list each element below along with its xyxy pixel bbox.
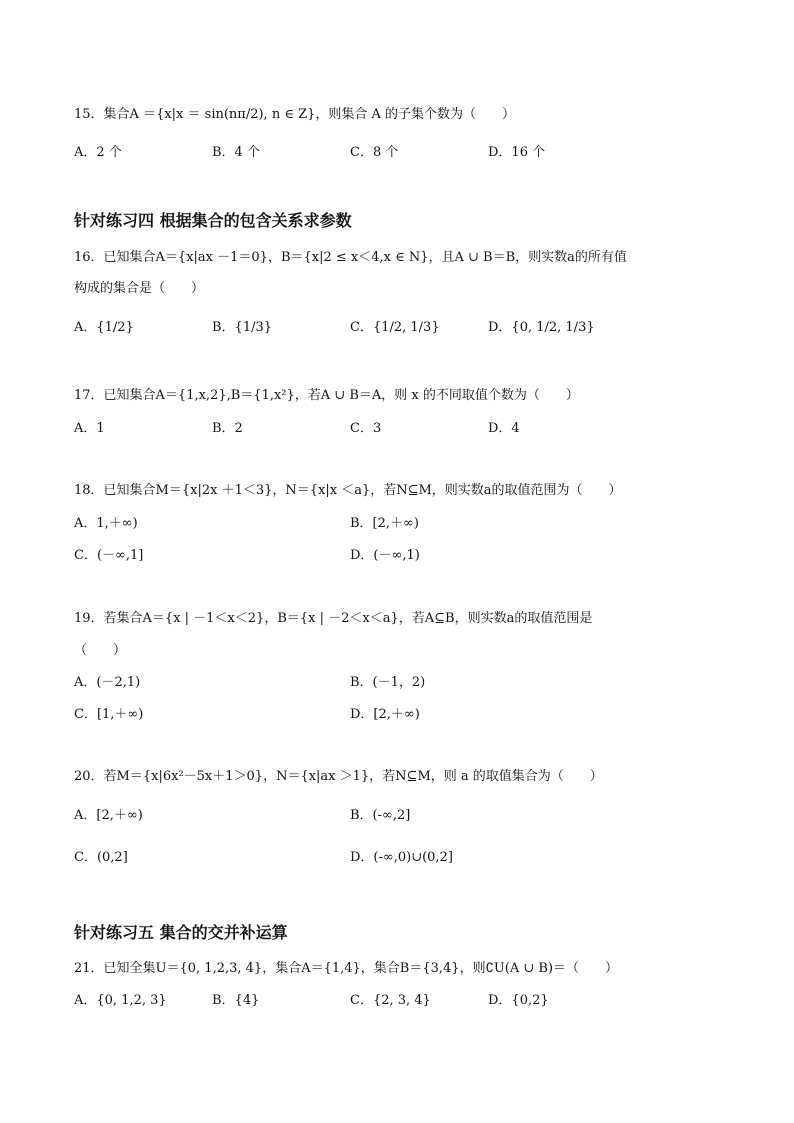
q17-option-c: C．3 [350,421,382,436]
q15-option-b: B．4 个 [212,145,260,160]
question-15-stem: 15．集合A ＝{x|x ＝ sin(nπ/2), n ∈ Z}，则集合 A 的子集个数为（ ） [74,107,516,122]
q19-option-c: C．[1,＋∞) [74,707,144,722]
q16-option-d: D．{0, 1/2, 1/3} [488,320,595,335]
q21-option-b: B．{4} [212,993,260,1008]
q19-option-b: B．(－1，2) [350,675,426,690]
q21-option-c: C．{2, 3, 4} [350,993,431,1008]
q16-option-b: B．{1/3} [212,320,273,335]
question-16-stem-cont: 构成的集合是（ ） [74,281,205,296]
question-19-stem: 19．若集合A＝{x | －1＜x＜2}，B＝{x | －2＜x＜a}，若A⊆B，则实数a的取值范围是 [74,611,593,626]
q19-option-a: A．(－2,1) [74,675,141,690]
q15-option-c: C．8 个 [350,145,399,160]
q18-option-d: D．(－∞,1) [350,548,420,563]
question-19-stem-cont: （ ） [74,643,127,658]
q15-option-d: D．16 个 [488,145,546,160]
question-18-stem: 18．已知集合M＝{x|2x ＋1＜3}，N＝{x|x ＜a}，若N⊆M，则实数a的取值范围为（ ） [74,483,622,498]
q17-option-d: D．4 [488,421,520,436]
q21-option-a: A．{0, 1,2, 3} [74,993,167,1008]
q15-option-a: A．2 个 [74,145,122,160]
question-20-stem: 20．若M＝{x|6x²－5x＋1＞0}，N＝{x|ax ＞1}，若N⊆M，则 a 的取值集合为（ ） [74,769,603,784]
question-16-stem: 16．已知集合A＝{x|ax －1＝0}，B＝{x|2 ≤ x＜4,x ∈ N}，且A ∪ B＝B，则实数a的所有值 [74,250,627,265]
question-17-stem: 17．已知集合A＝{1,x,2},B＝{1,x²}，若A ∪ B＝A，则 x 的不同取值个数为（ ） [74,388,579,403]
q16-option-a: A．{1/2} [74,320,134,335]
q20-option-d: D．(-∞,0)∪(0,2] [350,850,453,865]
q21-option-d: D．{0,2} [488,993,549,1008]
q20-option-c: C．(0,2] [74,850,128,865]
section-heading-5: 针对练习五 集合的交并补运算 [74,923,288,942]
q19-option-d: D．[2,＋∞) [350,707,420,722]
q18-option-c: C．(－∞,1] [74,548,144,563]
q20-option-b: B．(-∞,2] [350,808,411,823]
q17-option-a: A．1 [74,421,105,436]
q18-option-a: A．1,＋∞) [74,516,138,531]
q17-option-b: B．2 [212,421,243,436]
q20-option-a: A．[2,＋∞) [74,808,143,823]
question-21-stem: 21．已知全集U＝{0, 1,2,3, 4}，集合A＝{1,4}，集合B＝{3,4}，则∁U(A ∪ B)＝（ ） [74,961,619,976]
q18-option-b: B．[2,＋∞) [350,516,419,531]
q16-option-c: C．{1/2, 1/3} [350,320,440,335]
section-heading-4: 针对练习四 根据集合的包含关系求参数 [74,211,352,230]
